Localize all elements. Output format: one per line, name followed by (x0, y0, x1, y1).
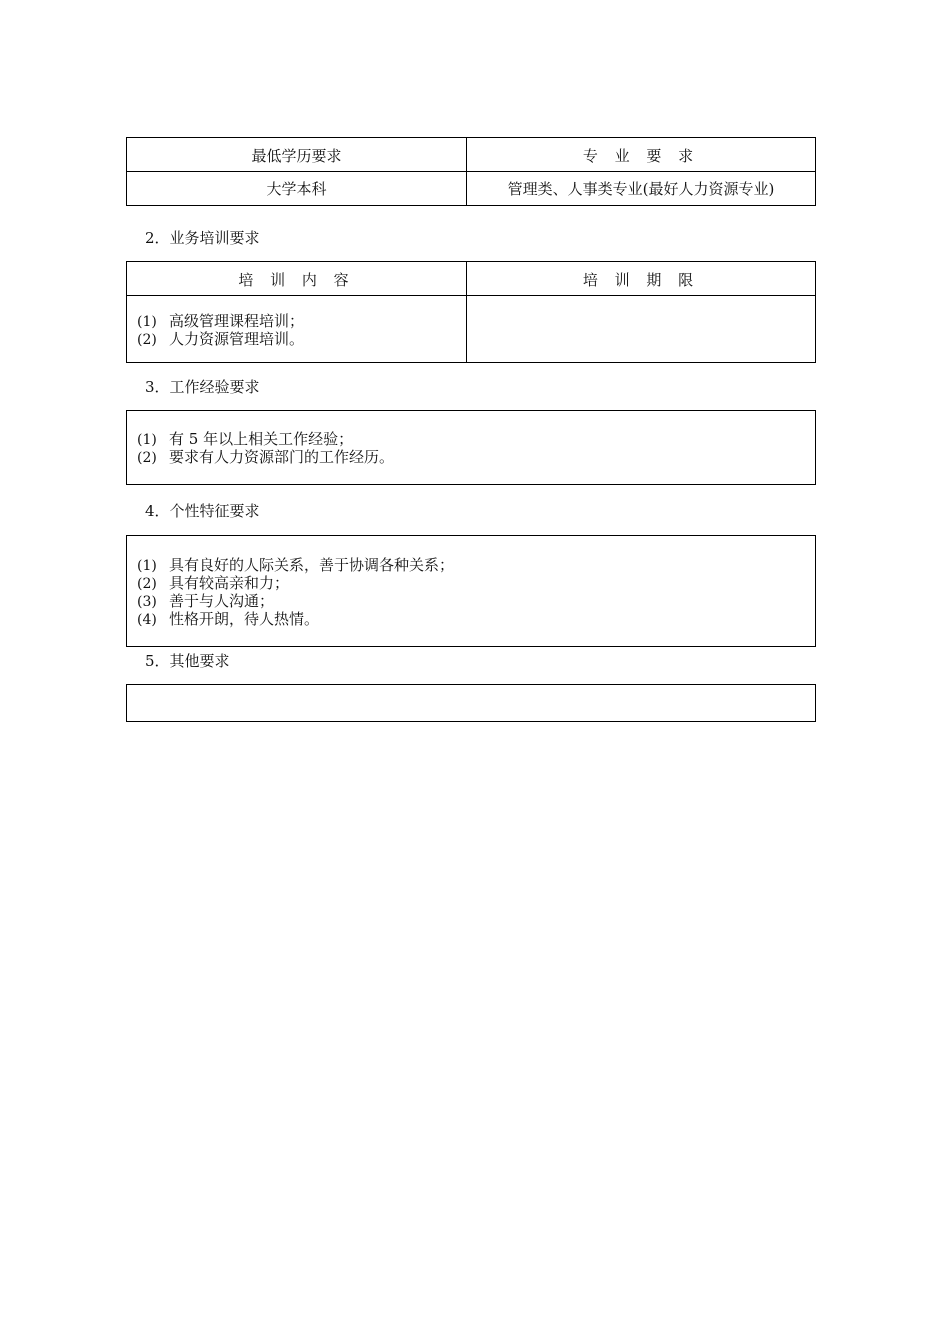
training-content-cell (127, 296, 467, 362)
education-value-row (127, 172, 815, 205)
experience-box (126, 410, 816, 485)
training-period-cell (467, 296, 815, 362)
section-heading-other: 5．其他要求 (145, 652, 230, 670)
training-period-header-cell (467, 262, 815, 296)
section-heading-training: 2．业务培训要求 (145, 229, 260, 247)
list-item: (2) 人力资源管理培训。 (137, 330, 305, 348)
training-content-header-cell (127, 262, 467, 296)
section-heading-personality: 4．个性特征要求 (145, 502, 260, 520)
education-value-cell (127, 172, 467, 205)
experience-list (137, 431, 394, 467)
education-header-row (127, 138, 815, 172)
list-item: (1) 具有良好的人际关系，善于协调各种关系； (137, 556, 455, 574)
personality-list (137, 557, 454, 629)
list-item: (3) 善于与人沟通； (137, 592, 275, 610)
training-body-row (127, 296, 815, 362)
training-header-row (127, 262, 815, 296)
list-item: (1) 高级管理课程培训； (137, 312, 305, 330)
major-header: 专 业 要 求 (582, 146, 700, 165)
training-content-header: 培 训 内 容 (238, 270, 355, 289)
major-value-cell (467, 172, 815, 205)
major-header-cell (467, 138, 815, 172)
education-header-cell (127, 138, 467, 172)
training-table (126, 261, 816, 363)
training-period-header: 培 训 期 限 (582, 270, 700, 289)
list-item: (1) 有 5 年以上相关工作经验； (137, 430, 354, 448)
other-requirements-box (126, 684, 816, 722)
personality-box (126, 535, 816, 647)
education-table (126, 137, 816, 206)
section-heading-experience: 3．工作经验要求 (145, 378, 260, 396)
list-item: (2) 具有较高亲和力； (137, 574, 290, 592)
min-education-header: 最低学历要求 (251, 146, 342, 165)
list-item: (2) 要求有人力资源部门的工作经历。 (137, 448, 395, 466)
major-value: 管理类、人事类专业(最好人力资源专业) (507, 180, 775, 198)
min-education-value: 大学本科 (266, 180, 327, 198)
list-item: (4) 性格开朗，待人热情。 (137, 610, 320, 628)
training-list (137, 313, 304, 349)
